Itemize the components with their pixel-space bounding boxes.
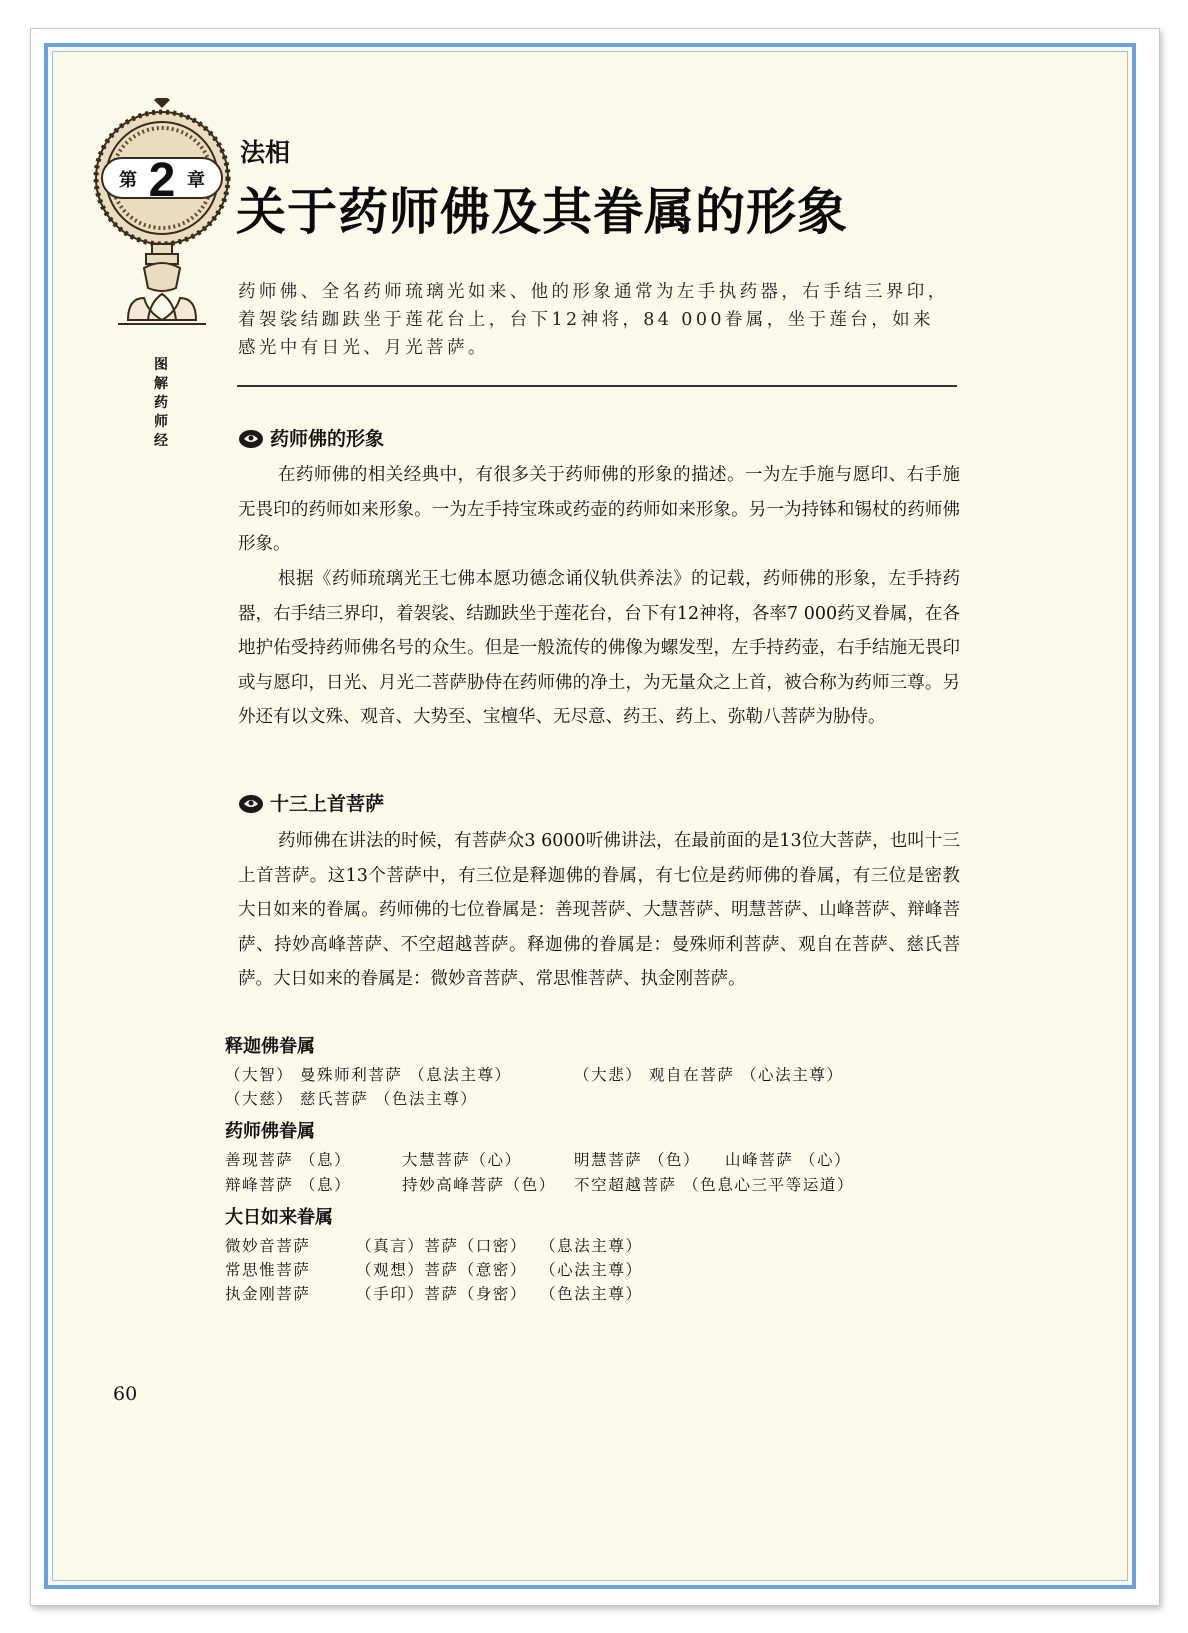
section-heading-text: 十三上首菩萨 [270, 793, 385, 815]
group-title: 释迦佛眷属 [225, 1036, 315, 1057]
group-entry: （色法主尊） [540, 1285, 643, 1303]
chapter-prefix: 第 [119, 170, 137, 190]
group-entry: （心法主尊） [540, 1261, 643, 1279]
chapter-number: 2 [148, 154, 176, 207]
page-number: 60 [113, 1383, 138, 1405]
group-entry: （大慈） 慈氏菩萨 （色法主尊） [225, 1090, 478, 1108]
paragraph: 根据《药师琉璃光王七佛本愿功德念诵仪轨供养法》的记载，药师佛的形象，左手持药器，右手结三界印，着袈裟、结跏趺坐于莲花台，台下有12神将，各率7 000药叉眷属，在各地护佑受持药师佛名号的众生。但是一般流传的佛像为螺发型，左手持药壶，右手结施无畏印或与愿印，日光、月光二菩萨胁侍在药师佛的净土，为无量众之上首，被合称为药师三尊。另外还有以文殊、观音、大势至、宝檀华、无尽意、药王、药上、弥勒八菩萨为胁侍。 [238, 569, 960, 727]
paragraph: 药师佛在讲法的时候，有菩萨众3 6000听佛讲法，在最前面的是13位大菩萨，也叫十三上首菩萨。这13个菩萨中，有三位是释迦佛的眷属，有七位是药师佛的眷属，有三位是密教大日如来的眷属。药师佛的七位眷属是：善现菩萨、大慧菩萨、明慧菩萨、山峰菩萨、辩峰菩萨、持妙高峰菩萨、不空超越菩萨。释迦佛的眷属是：曼殊师利菩萨、观自在菩萨、慈氏菩萨。大日如来的眷属是：微妙音菩萨、常思惟菩萨、执金刚菩萨。 [238, 831, 960, 989]
group-entry: 明慧菩萨 （色） [574, 1151, 701, 1169]
chapter-emblem [88, 98, 236, 338]
section-heading [238, 789, 384, 816]
side-char: 师 [154, 414, 168, 430]
group-entry: （真言）菩萨（口密） [356, 1237, 528, 1255]
group-entry: 大慧菩萨（心） [402, 1151, 522, 1169]
chapter-title: 关于药师佛及其眷属的形象 [236, 182, 848, 241]
side-char: 图 [154, 357, 168, 373]
section-heading [238, 424, 384, 451]
group-entry: 山峰菩萨 （心） [725, 1151, 852, 1169]
group-entry: （息法主尊） [540, 1237, 643, 1255]
section-heading-text: 药师佛的形象 [270, 428, 385, 450]
group-entry: （观想）菩萨（意密） [356, 1261, 528, 1279]
chapter-suffix: 章 [187, 170, 205, 190]
lotus-bullet-icon [238, 792, 264, 814]
group-title: 大日如来眷属 [225, 1207, 333, 1228]
divider [237, 385, 957, 387]
group-entry: 微妙音菩萨 [225, 1237, 311, 1255]
group-entry: 常思惟菩萨 [225, 1261, 311, 1279]
group-entry: （大智） 曼殊师利菩萨 （息法主尊） [225, 1066, 512, 1084]
side-char: 解 [154, 376, 168, 392]
group-entry: 持妙高峰菩萨（色） [402, 1176, 556, 1194]
chapter-intro: 药师佛、全名药师琉璃光如来、他的形象通常为左手执药器，右手结三界印，着袈裟结跏趺坐于莲花台上，台下12神将，84 000眷属，坐于莲台，如来感光中有日光、月光菩萨。 [238, 282, 949, 358]
group-title: 药师佛眷属 [225, 1121, 315, 1142]
group-entry: 善现菩萨 （息） [225, 1151, 352, 1169]
group-entry: （大悲） 观自在菩萨 （心法主尊） [574, 1066, 844, 1084]
lotus-bullet-icon [238, 427, 264, 449]
side-char: 药 [154, 395, 168, 411]
paragraph: 在药师佛的相关经典中，有很多关于药师佛的形象的描述。一为左手施与愿印、右手施无畏印的药师如来形象。一为左手持宝珠或药壶的药师如来形象。另一为持钵和锡杖的药师佛形象。 [238, 465, 960, 554]
group-entry: 辩峰菩萨 （息） [225, 1176, 352, 1194]
group-entry: 不空超越菩萨 （色息心三平等运道） [574, 1176, 855, 1194]
group-entry: （手印）菩萨（身密） [356, 1285, 528, 1303]
group-entry: 执金刚菩萨 [225, 1285, 311, 1303]
side-char: 经 [154, 433, 168, 449]
lotus-icon [118, 244, 206, 324]
chapter-kicker: 法相 [240, 138, 291, 167]
side-book-title [149, 356, 173, 451]
